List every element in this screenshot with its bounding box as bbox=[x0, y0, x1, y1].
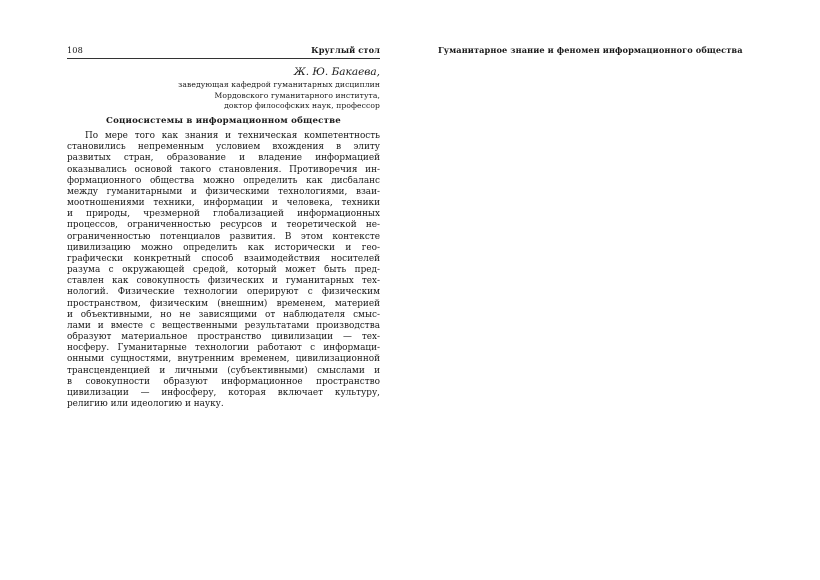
right-running-head: Гуманитарное знание и феномен информационного общества bbox=[438, 45, 743, 55]
author-name: Ж. Ю. Бакаева, bbox=[293, 66, 380, 78]
body-line: религию или идеологию и науку. bbox=[67, 399, 224, 410]
body-line: в совокупности образуют информационное пространство bbox=[67, 376, 380, 387]
body-line: развитых стран, образование и владение информацией bbox=[67, 153, 380, 164]
body-line: становились непременным условием вхождения в элиту bbox=[67, 142, 380, 153]
article-body bbox=[67, 131, 380, 410]
body-line: носферу. Гуманитарные технологии работают с информаци- bbox=[67, 343, 380, 354]
body-line: оказывались основой такого становления. Противоречия ин- bbox=[67, 164, 380, 175]
header-rule bbox=[67, 58, 380, 59]
body-line: нологий. Физические технологии оперируют с физическим bbox=[67, 287, 380, 298]
body-line: ставлен как совокупность физических и гуманитарных тех- bbox=[67, 276, 380, 287]
author-block bbox=[67, 65, 380, 112]
body-line: графически конкретный способ взаимодействия носителей bbox=[67, 253, 380, 264]
body-line: и природы, чрезмерной глобализацией информационных bbox=[67, 209, 380, 220]
author-affiliation-line: Мордовского гуманитарного института, bbox=[214, 90, 380, 100]
body-line: процессов, ограниченностью ресурсов и теоретической не- bbox=[67, 220, 380, 231]
body-line: между гуманитарными и физическими технологиями, взаи- bbox=[67, 186, 380, 197]
body-line: онными сущностями, внутренним временем, цивилизационной bbox=[67, 354, 380, 365]
body-line: ограниченностью потенциалов развития. В этом контексте bbox=[67, 231, 380, 242]
article-title: Социосистемы в информационном обществе bbox=[106, 116, 341, 126]
body-line: образуют материальное пространство цивилизации — тех- bbox=[67, 332, 380, 343]
body-line: лами и вместе с вещественными результатами производства bbox=[67, 320, 380, 331]
body-line: пространством, физическим (внешним) временем, материей bbox=[67, 298, 380, 309]
section-title: Круглый стол bbox=[311, 45, 380, 55]
body-line: формационного общества можно определить как дисбаланс bbox=[67, 175, 380, 186]
right-page bbox=[410, 0, 820, 580]
body-line: трансценденцией и личными (субъективными) смыслами и bbox=[67, 365, 380, 376]
body-line: моотношениями техники, информации и человека, техники bbox=[67, 198, 380, 209]
body-line: и объективными, но не зависящими от наблюдателя смыс- bbox=[67, 309, 380, 320]
body-line: цивилизации — инфосферу, которая включает культуру, bbox=[67, 387, 380, 398]
author-affiliation-line: доктор философских наук, профессор bbox=[224, 101, 380, 111]
author-affiliation-line: заведующая кафедрой гуманитарных дисциплин bbox=[178, 80, 380, 89]
body-line: разума с окружающей средой, который может быть пред- bbox=[67, 265, 380, 276]
body-line: По мере того как знания и техническая компетентность bbox=[85, 131, 380, 141]
page-number: 108 bbox=[67, 45, 83, 55]
left-running-head bbox=[67, 45, 380, 58]
body-line: цивилизацию можно определить как исторически и гео- bbox=[67, 242, 380, 253]
